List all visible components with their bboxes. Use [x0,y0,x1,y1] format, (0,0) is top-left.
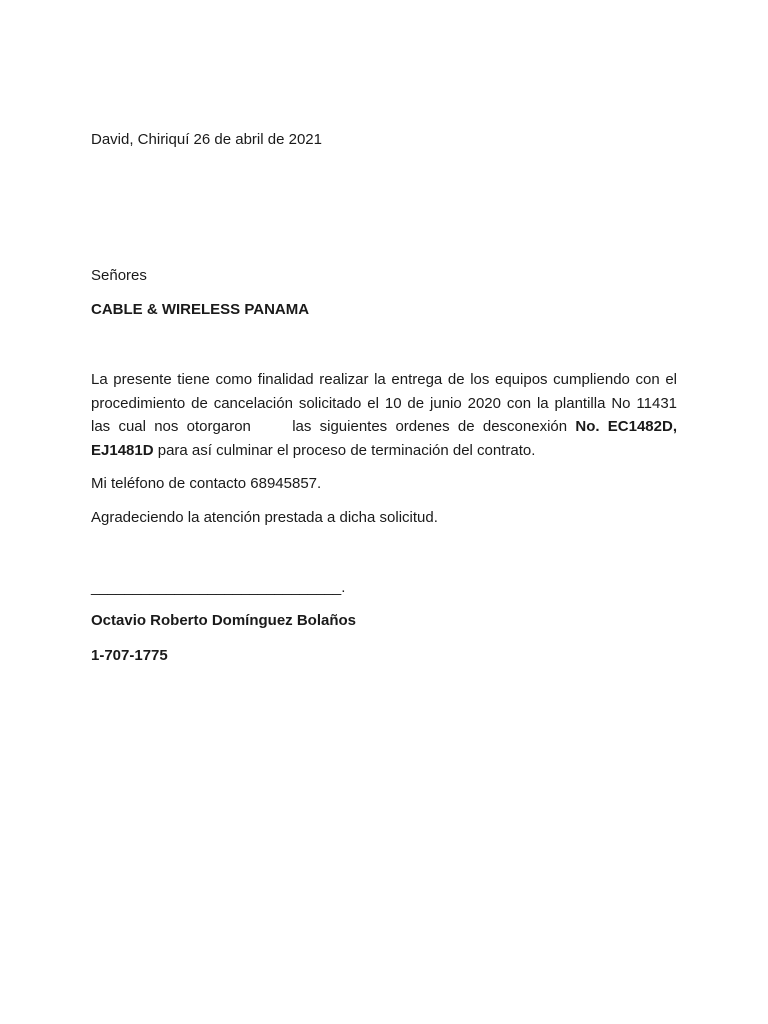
salutation: Señores [91,267,147,284]
closing-line: Agradeciendo la atención prestada a dicha solicitud. [91,509,438,526]
body-text-after: para así culminar el proceso de terminación del contrato. [153,441,536,459]
order-numbers: No. EC1482D, EJ1481D [91,418,677,459]
signature-line: ______________________________. [91,579,346,596]
signer-name: Octavio Roberto Domínguez Bolaños [91,612,357,629]
recipient-company: CABLE & WIRELESS PANAMA [91,301,310,318]
place-date: David, Chiriquí 26 de abril de 2021 [91,131,322,148]
letter-body [91,368,682,462]
body-text-before: La presente tiene como finalidad realizar la entrega de los equipos cumpliendo con el procedimiento de cancelación solicitado el 10 de junio 2020 con la plantilla No 11431 las cual nos otorgaron las siguientes ordenes de desconexión [91,371,682,435]
contact-phone: Mi teléfono de contacto 68945857. [91,475,322,492]
signer-id: 1-707-1775 [91,647,168,664]
